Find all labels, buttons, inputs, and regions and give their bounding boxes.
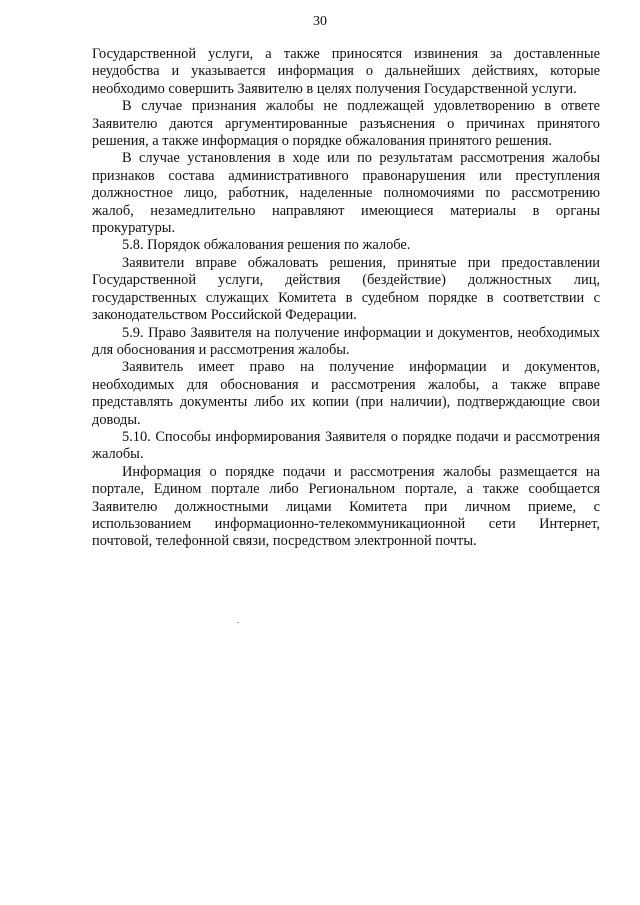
section-5-10-heading: 5.10. Способы информирования Заявителя о порядке подачи и рассмотрения жалобы. xyxy=(92,428,600,463)
page-number: 30 xyxy=(313,14,327,29)
paragraph-rejection: В случае признания жалобы не подлежащей удовлетворению в ответе Заявителю даются аргументированные разъяснения о причинах принятого решения, а также информация о порядке обжалования принятого решения. xyxy=(92,98,600,150)
section-5-9-heading: 5.9. Право Заявителя на получение информации и документов, необходимых для обоснования и рассмотрения жалобы. xyxy=(92,324,600,358)
paragraph-information-placement: Информация о порядке подачи и рассмотрения жалобы размещается на портале, Едином портале либо Региональном портале, а также сообщается Заявителю должностными лицами Комитета при личном приеме, с использованием информационно-телекоммуникационной сети Интернет, почтовой, телефонной связи, посредством электронной почты. xyxy=(92,463,600,550)
paragraph-violation: В случае установления в ходе или по результатам рассмотрения жалобы признаков состава административного правонарушения или преступления должностное лицо, работник, наделенные полномочиями по рассмотрению жалоб, незамедлительно направляют имеющиеся материалы в органы прокуратуры. xyxy=(92,150,600,237)
paragraph-right-to-information: Заявитель имеет право на получение информации и документов, необходимых для обоснования и рассмотрения жалобы, а также вправе представлять документы либо их копии (при наличии), подтверждающие свои доводы. xyxy=(92,359,600,428)
scan-artifact xyxy=(237,622,239,623)
document-body xyxy=(92,46,600,551)
section-5-8-heading: 5.8. Порядок обжалования решения по жалобе. xyxy=(122,237,411,254)
paragraph-court-appeal: Заявители вправе обжаловать решения, принятые при предоставлении Государственной услуги, действия (бездействие) должностных лиц, государственных служащих Комитета в судебном порядке в соответствии с законодательством Российской Федерации. xyxy=(92,254,600,324)
paragraph-continuation: Государственной услуги, а также приносятся извинения за доставленные неудобства и указывается информация о дальнейших действиях, которые необходимо совершить Заявителю в целях получения Государственной услуги. xyxy=(92,46,600,97)
